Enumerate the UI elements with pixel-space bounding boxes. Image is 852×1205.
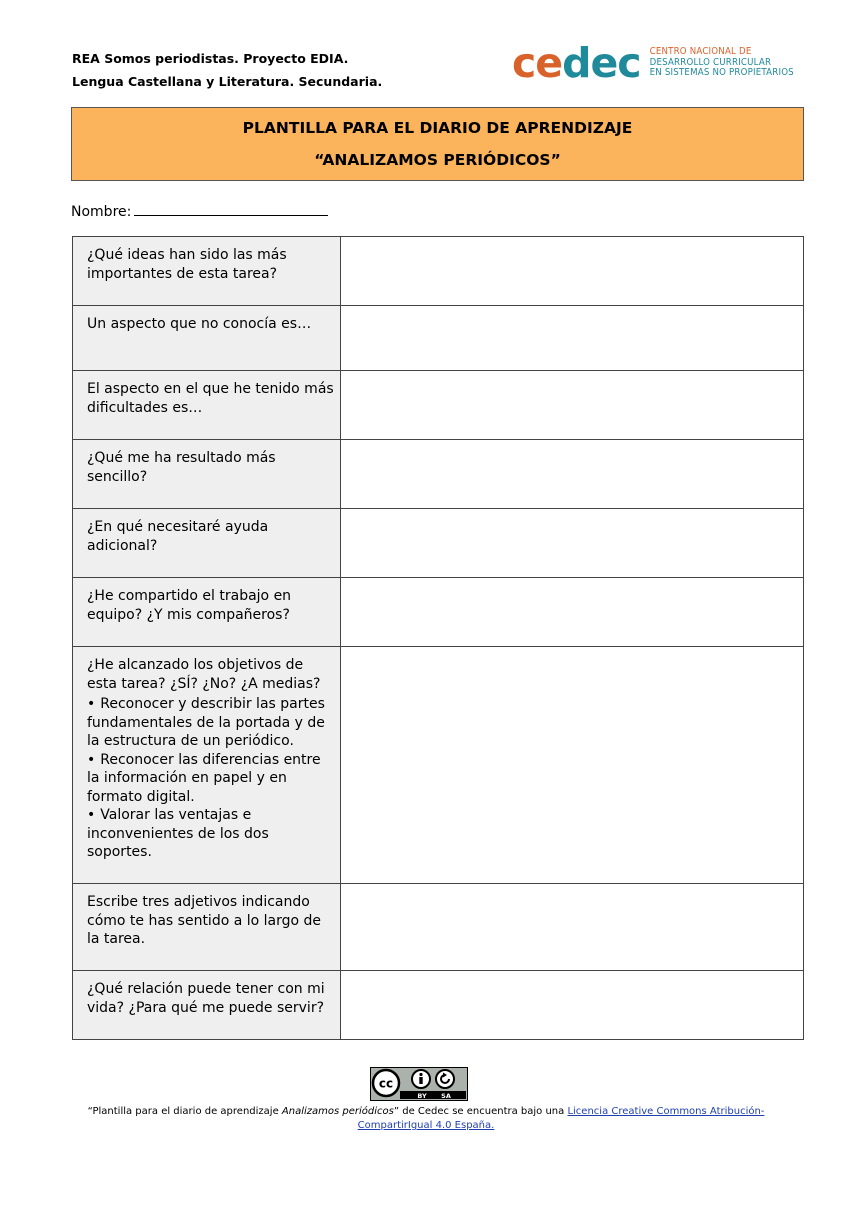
table-row bbox=[73, 647, 804, 884]
template-subtitle: “ANALIZAMOS PERIÓDICOS” bbox=[314, 151, 561, 169]
learning-journal-table bbox=[72, 236, 804, 1040]
question-cell: ¿Qué me ha resultado más sencillo? bbox=[73, 440, 341, 509]
question-cell: ¿He compartido el trabajo en equipo? ¿Y mis compañeros? bbox=[73, 578, 341, 647]
objectives-question: ¿He alcanzado los objetivos de esta tarea? ¿SÍ? ¿No? ¿A medias? bbox=[87, 657, 321, 692]
header-subject-line: Lengua Castellana y Literatura. Secundaria. bbox=[72, 74, 383, 89]
answer-cell[interactable] bbox=[341, 306, 804, 371]
answer-cell[interactable] bbox=[341, 971, 804, 1040]
header-project-line: REA Somos periodistas. Proyecto EDIA. bbox=[72, 51, 349, 66]
answer-cell[interactable] bbox=[341, 884, 804, 971]
answer-cell[interactable] bbox=[341, 647, 804, 884]
work-title: Analizamos periódicos bbox=[281, 1106, 394, 1117]
template-title: PLANTILLA PARA EL DIARIO DE APRENDIZAJE bbox=[242, 119, 633, 137]
question-cell: Un aspecto que no conocía es… bbox=[73, 306, 341, 371]
answer-cell[interactable] bbox=[341, 237, 804, 306]
objective-item: • Valorar las ventajas e inconvenientes de los dos soportes. bbox=[87, 806, 334, 862]
by-label: BY bbox=[417, 1092, 427, 1100]
objective-item: • Reconocer las diferencias entre la información en papel y en formato digital. bbox=[87, 751, 334, 807]
objective-item: • Reconocer y describir las partes fundamentales de la portada y de la estructura de un periódico. bbox=[87, 695, 334, 751]
name-field[interactable] bbox=[71, 201, 328, 220]
answer-cell[interactable] bbox=[341, 371, 804, 440]
cc-icon bbox=[373, 1070, 399, 1096]
objectives-list bbox=[87, 695, 334, 862]
question-cell bbox=[73, 647, 341, 884]
question-cell: El aspecto en el que he tenido más dificultades es… bbox=[73, 371, 341, 440]
license-link[interactable]: Licencia Creative Commons Atribución-CompartirIgual 4.0 España. bbox=[357, 1106, 765, 1131]
share-alike-icon bbox=[436, 1070, 454, 1088]
table-row bbox=[73, 440, 804, 509]
cedec-logo-subtitle: CENTRO NACIONAL DE DESARROLLO CURRICULAR EN SISTEMAS NO PROPIETARIOS bbox=[649, 46, 794, 79]
table-row bbox=[73, 971, 804, 1040]
question-cell: ¿Qué ideas han sido las más importantes de esta tarea? bbox=[73, 237, 341, 306]
sa-label: SA bbox=[441, 1092, 451, 1100]
answer-cell[interactable] bbox=[341, 509, 804, 578]
cedec-logo-word: cedec bbox=[512, 38, 641, 87]
table-row bbox=[73, 509, 804, 578]
question-cell: ¿En qué necesitaré ayuda adicional? bbox=[73, 509, 341, 578]
answer-cell[interactable] bbox=[341, 578, 804, 647]
table-row bbox=[73, 306, 804, 371]
template-title-box bbox=[71, 107, 804, 181]
svg-text:cc: cc bbox=[378, 1076, 394, 1091]
name-label: Nombre: bbox=[71, 204, 132, 220]
question-cell: Escribe tres adjetivos indicando cómo te has sentido a lo largo de la tarea. bbox=[73, 884, 341, 971]
license-footer: “Plantilla para el diario de aprendizaje Analizamos periódicos” de Cedec se encuentra bajo una Licencia Creative Commons Atribución-CompartirIgual 4.0 España. bbox=[87, 1106, 765, 1131]
table-row bbox=[73, 578, 804, 647]
question-cell: ¿Qué relación puede tener con mi vida? ¿Para qué me puede servir? bbox=[73, 971, 341, 1040]
table-row bbox=[73, 884, 804, 971]
document-header bbox=[72, 47, 382, 93]
cc-by-sa-license-badge[interactable] bbox=[370, 1067, 468, 1101]
name-blank-line[interactable] bbox=[134, 201, 328, 216]
cedec-logo bbox=[512, 40, 794, 86]
table-row bbox=[73, 371, 804, 440]
table-row bbox=[73, 237, 804, 306]
attribution-icon bbox=[412, 1070, 430, 1088]
answer-cell[interactable] bbox=[341, 440, 804, 509]
